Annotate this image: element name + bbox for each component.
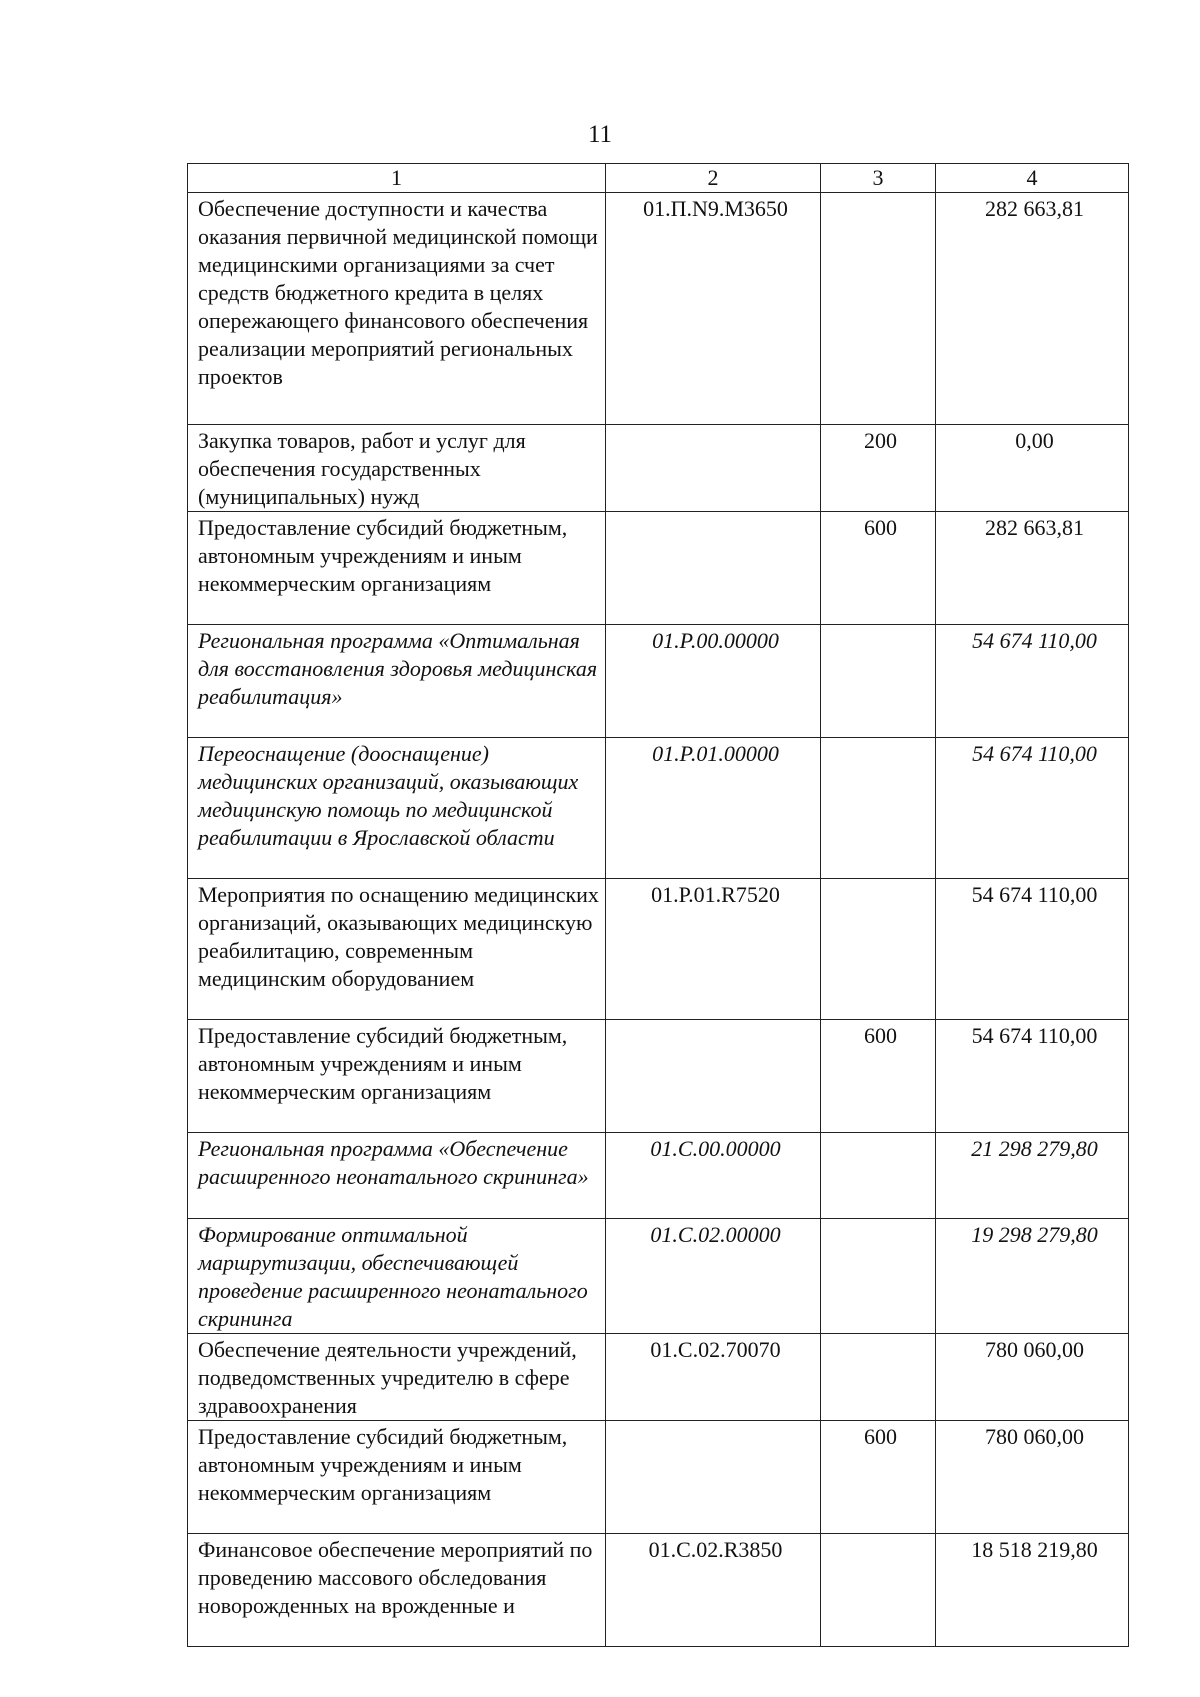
column-header-3: 3	[821, 164, 936, 193]
row-name: Мероприятия по оснащению медицинских организаций, оказывающих медицинскую реабилитацию, современным медицинским оборудованием	[188, 879, 606, 1020]
row-type	[821, 879, 936, 1020]
column-header-2: 2	[606, 164, 821, 193]
row-amount: 19 298 279,80	[936, 1219, 1129, 1334]
row-type: 600	[821, 512, 936, 625]
table-row	[188, 1534, 1129, 1647]
column-header-1: 1	[188, 164, 606, 193]
row-name: Региональная программа «Оптимальная для восстановления здоровья медицинская реабилитация»	[188, 625, 606, 738]
table-row	[188, 1334, 1129, 1421]
row-name: Обеспечение деятельности учреждений, подведомственных учредителю в сфере здравоохранения	[188, 1334, 606, 1421]
row-code	[606, 512, 821, 625]
column-header-4: 4	[936, 164, 1129, 193]
table-row	[188, 625, 1129, 738]
row-amount: 54 674 110,00	[936, 1020, 1129, 1133]
budget-table	[187, 163, 1129, 1647]
row-type	[821, 1334, 936, 1421]
row-amount: 780 060,00	[936, 1421, 1129, 1534]
table-row	[188, 1219, 1129, 1334]
row-code: 01.П.N9.М3650	[606, 193, 821, 425]
row-type	[821, 1133, 936, 1219]
row-type	[821, 193, 936, 425]
row-amount: 21 298 279,80	[936, 1133, 1129, 1219]
row-type	[821, 1534, 936, 1647]
row-code	[606, 425, 821, 512]
row-code: 01.С.02.00000	[606, 1219, 821, 1334]
row-amount: 0,00	[936, 425, 1129, 512]
row-amount: 54 674 110,00	[936, 625, 1129, 738]
table-row	[188, 1020, 1129, 1133]
row-amount: 54 674 110,00	[936, 738, 1129, 879]
table-row	[188, 1133, 1129, 1219]
row-code	[606, 1421, 821, 1534]
table-row	[188, 1421, 1129, 1534]
row-amount: 780 060,00	[936, 1334, 1129, 1421]
row-name: Предоставление субсидий бюджетным, автономным учреждениям и иным некоммерческим организациям	[188, 1421, 606, 1534]
page-number: 11	[587, 121, 613, 148]
row-name: Предоставление субсидий бюджетным, автономным учреждениям и иным некоммерческим организациям	[188, 1020, 606, 1133]
row-code: 01.С.02.70070	[606, 1334, 821, 1421]
row-name: Переоснащение (дооснащение) медицинских организаций, оказывающих медицинскую помощь по медицинской реабилитации в Ярославской области	[188, 738, 606, 879]
row-type	[821, 738, 936, 879]
row-code: 01.Р.01.R7520	[606, 879, 821, 1020]
row-type: 200	[821, 425, 936, 512]
row-type	[821, 1219, 936, 1334]
row-amount: 18 518 219,80	[936, 1534, 1129, 1647]
row-name: Предоставление субсидий бюджетным, автономным учреждениям и иным некоммерческим организациям	[188, 512, 606, 625]
table-row	[188, 425, 1129, 512]
row-name: Региональная программа «Обеспечение расширенного неонатального скрининга»	[188, 1133, 606, 1219]
row-code: 01.С.00.00000	[606, 1133, 821, 1219]
row-type: 600	[821, 1020, 936, 1133]
row-code: 01.Р.01.00000	[606, 738, 821, 879]
row-code	[606, 1020, 821, 1133]
row-name: Обеспечение доступности и качества оказания первичной медицинской помощи медицинскими организациями за счет средств бюджетного кредита в целях опережающего финансового обеспечения реализации мероприятий региональных проектов	[188, 193, 606, 425]
table-row	[188, 193, 1129, 425]
row-type: 600	[821, 1421, 936, 1534]
table-row	[188, 512, 1129, 625]
row-code: 01.С.02.R3850	[606, 1534, 821, 1647]
row-amount: 54 674 110,00	[936, 879, 1129, 1020]
table-row	[188, 738, 1129, 879]
row-amount: 282 663,81	[936, 512, 1129, 625]
row-type	[821, 625, 936, 738]
table-header-row	[188, 164, 1129, 193]
row-code: 01.Р.00.00000	[606, 625, 821, 738]
row-name: Закупка товаров, работ и услуг для обеспечения государственных (муниципальных) нужд	[188, 425, 606, 512]
row-name: Финансовое обеспечение мероприятий по проведению массового обследования новорожденных на врожденные и	[188, 1534, 606, 1647]
row-amount: 282 663,81	[936, 193, 1129, 425]
table-row	[188, 879, 1129, 1020]
row-name: Формирование оптимальной маршрутизации, обеспечивающей проведение расширенного неонатального скрининга	[188, 1219, 606, 1334]
